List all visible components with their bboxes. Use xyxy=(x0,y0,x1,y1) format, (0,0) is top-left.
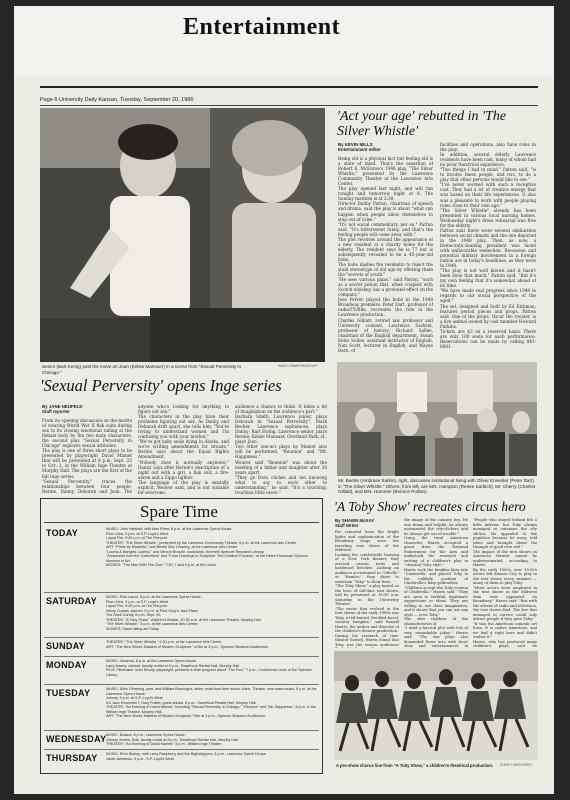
headline-toby-show: 'A Toby Show' recreates circus hero xyxy=(334,499,526,514)
day-listings-wednesday: MUSIC: Boland, 8 p.m., Lawrence Opera House. Johnny Jumes, flute, faculty recital at 8 p.m., Swarthout Recital Hall, Murphy Hall. THEATER: "An Evening of David Mamet," 8 p.m., William Inge Theatre. xyxy=(106,733,239,746)
day-divider xyxy=(44,656,319,657)
day-heading-wednesday: WEDNESDAY xyxy=(46,734,107,744)
day-listings-monday: MUSIC: Ulrianna, 8 p.m. at the Lawrence Opera House. Larry Maxey, clarinet, faculty recital at 8 p.m., Swarthout Recital Hall, Murphy Hall. FILM: Filmmaker John Moody, playwright, presents a slide program about "The Foci," 7 p.m., Conference room of the Spencer Library. xyxy=(106,659,312,677)
day-divider xyxy=(44,637,319,638)
photo-silver-whistle xyxy=(337,362,537,476)
day-listings-thursday: MUSIC: Elvin Bishop, with Larry Raspberry and the Highsteppers, 8 p.m., Lawrence Opera House. Janet Jamieson, 9 p.m., S.P. Loyd's West. xyxy=(106,752,267,761)
day-heading-saturday: SATURDAY xyxy=(46,596,97,606)
day-heading-today: TODAY xyxy=(46,528,79,538)
day-listings-tuesday: MUSIC: Allen Ginsberg, poet, and William Burroughs, writer, read from their works, Kans. Theatre, new wave music, 8 p.m. at the Lawrence Opera House. Johnny, 9 p.m. at S.P. Loyd's West. KU Jazz Ensemble I, Gary Foster, guest soloist, 8 p.m., Swarthout Recital Hall, Murphy Hall. THEATER: "An Evening of David Mamet," including "Sexual Perversity in Chicago," "Reunion" and "Mr. Happiness," 8 p.m. in the William Inge Theatre, Murphy Hall. ART: "The New World: Masters of Modern Sculpture," film at 3 p.m., Spencer Museum Auditorium. xyxy=(106,687,317,718)
day-divider xyxy=(44,592,319,593)
byline-sexual-perversity: By JANE NEUFELD Staff reporter xyxy=(42,404,83,415)
photo-caption-bottom: A pre-show chorus line from "A Toby Show," a children's theatrical production. xyxy=(336,763,494,768)
body-column: "People who stayed behind felt a little inferior, but Toby always managed to outsmart the city slicker. He appealed to the populace because he away, told jokes and brought about the triumph of good over evil." The impact of the tent shows on American theater cannot be underestimated, according to Harris. By the early 1900s, over 30,000 actors left Kansas City to play in the tent shows every summer — many of them to play Toby. "More actors were employed in the tent shows in the Midwest than ever appeared on Broadway," Harris said. "But with the advent of radio and television, the tent shows died. The few that managed to survive could only attract people if they gave Toby." "It was the American comedic art form. It is native American, and we had it right here and didn't realize it." Harris, who has produced many children's plays, said he xyxy=(473,518,537,648)
photo-silver-whistle-image xyxy=(337,362,537,476)
folio-rule xyxy=(40,105,538,106)
body-column: Far removed from the bright lights and sophistication of the Broadway stage were the traveling tent shows of the Midwest. Lacking the comfortable housing of a New York theater, they erected canvas tents and hardwood benches. Lacking an audience accustomed to "Othello" or "Hamlet," they chose to entertain "Toby" to their hero. "The Toby Show," a play based on the hero of old-time tent shows, will be presented at 10:30 a.m. Saturday in the University Theatre. "The rustic that evolved in the tent shows of the early 1900s was Toby, a red-haired, freckled-faced, country bumpkin," said Ronald Harris, the author and director of the children's theater production. During his research of tent-theater history, Harris found that Toby was the reason audiences xyxy=(335,530,399,647)
body-column: facilities and operations, also have roles in the play. In addition, several elderly Lawrence residents have been cast, many of whom had no prior theatrical experience. "Two things I had in mind," Patton said, "is to involve these people, and two, to do a play that other persons would like to see." "I've never worked with such a receptive cast. They had a lot of creative energy that was based on their life experiences. It also was a pleasure to work with people playing roles close to their own age." "The Silver Whistle" already has been presented in various local nursing homes. Wednesday night's dress rehearsal was free for the elderly. Patton said there were several similarities between social climate and the one depicted in the 1948 play. Then, as now, a Democratic-leaning president was faced with unfavorable reelection. Recession and potential military involvement in a foreign nation are in today's headlines, as they were in 1948. "The play is not well known and it hasn't been done that much," Patton said. "But it's my own feeling that it's somewhat ahead of its time. "We have made real progress since 1948 in regards to our social perspective of the aged." The set, designed and built by Ed Kirkman, features period pieces and props. Patton said. One of the props, Oscar the rooster, is a live animal owned by cast member Howard Parkins. Tickets are $3 on a reserved basis. There are only 100 seats for each performance. Reservations can be made by calling 843-8601. xyxy=(440,142,536,349)
photo-toby-show-image xyxy=(334,651,538,760)
day-heading-thursday: THURSDAY xyxy=(46,753,98,763)
body-column: From its opening discussion on the merits of wearing World War II flak suits during sex to its closing emotional railing at the female body by the two male characters, the second play "Sexual Perversity in Chicago" explores sexual attitudes. The play is one of three short plays to be presented by playwright David Mamet that will be presented at 8 p.m. Sept. 22 to Oct. 2, in the William Inge Theatre at Murphy Hall. The plays are the first of the fall Inge series. "Sexual Perversity," traces the relationships between four people, Bernie, Danny, Deborah and Joan. The xyxy=(42,418,132,494)
body-column: audience a chance to think. It takes a lot of imagination on the audience's part." Barbara Smith, Lawrence junior, plays Deborah in "Sexual Perversity"; Mark Becker, Lawrence sophomore, plays Danny; Bart Ewing, Lawrence senior, plays Bernie; Kelsie Mansuer, Overland Park, sr., plays Joan. Two other one-act plays by Mamet also will be performed, "Reunion" and "Mr. Happiness." Weaver said "Reunion" was about the meeting of a father and daughter after 20 years apart. "They go from clichés and not knowing what to say to each other to understanding," he said. "It's a touching, touching little piece." xyxy=(235,404,327,494)
day-divider xyxy=(44,684,319,685)
photo-caption-top: Senior (Bart Kenig) puts the move on Joan (Kelsie Mansuer) in a scene from "Sexual Perversity in Chicago." xyxy=(42,364,241,375)
header-rule xyxy=(40,86,538,88)
page-folio: Page 6 University Daily Kansan, Tuesday, September 20, 1986 xyxy=(40,97,194,103)
section-title: Entertainment xyxy=(183,14,341,40)
photo-credit-top: DAVID CRAWFORD/STAFF xyxy=(278,364,318,368)
day-heading-sunday: SUNDAY xyxy=(46,641,85,651)
photo-sexual-perversity-image xyxy=(40,108,325,362)
day-listings-today: MUSIC: John Hartford, with Alan Rhea, 8 p.m. at the Lawrence Opera House. Plum Jobs, 9 p.m. at S.P. Loyd's West. Liquid Fire, 9:45 p.m. at The Pierpont. THEATER: "The Silver Whistle," presented by the Lawrence Community Theatre, 8 p.m. at the Lawrence Arts Center. ART: "Prints by Students," and Bristol Zinc Drawing, at the Lawrence Arts Center. "Looms & Bangles: Lutrina," and Vernon Brozzle, sculptures, Kenneth Spencer Research Library. "Americana from the Collections" and "From Drawings to Sculpture: The Creative Process," at the Helen Foresman Spencer Museum of Art. MOVIES: "The Man With The Gun," 7:30, 7 and 9 p.m. at the Union. xyxy=(106,527,309,567)
day-divider xyxy=(44,749,319,750)
photo-caption-mid: Mr. Beebe (Ambrose Sarkin), right, discusses institutional living with Oliver Erwenter (Peter Dart) in "The Silver Whistle." Others, from left, are Mrs. Hampton (Renee Sarbich), Mr. Cherry (Charles Gilliatt), and Mrs. Hammer (Bernice Pollian). xyxy=(338,478,536,495)
body-column: anyone who's looking for anything to figure out sex." The characters in the play have their problems figuring out sex. As Danny and Deborah drift apart, she tells him, "You're trying to understand women and I'm confusing you with your mother." "We've got baby seals dying in Alaska, and we're writing amendments for broads," Bernie says about the Equal Rights Amendment. "Nobody does it normally anymore," Danny says after Bernie's description of a night out with a girl, a flak suit, a fire-alarm and a Zippo lighter. The language of the play is sexually explicit, Weaver said, and is not suitable for everyone. xyxy=(138,404,229,494)
headline-silver-whistle: 'Act your age' rebutted in 'The Silver Whistle' xyxy=(337,109,507,139)
body-column: the image of the country boy. He was funny and helpful, he always outsmarted the city-slickers and he always got out of trouble." Using the rural American character, Harris accepted a grant from the National Endowment for the Arts and undertook the research and writing of a children's play in "classical Toby style." Harris took the familiar fairy tale "Cinderella" and placed Toby in the unlikely position of Cinderella's fairy godmother. "Children accept the Toby version of Cinderella," Harris said. "They are open to truthful, legitimate suggestions or ideas. They are willing to use their imagination, and it shows that you can use any style — even Toby." The slow rhythms of the characteristics of "I used a farcical plot with lots of very remarkable jokes," Harris said. "The two plays also demanded three acts with short olios and entertainment in xyxy=(404,518,468,648)
photo-credit-bottom: CHRIS TUREK/STAFF xyxy=(500,763,533,767)
day-divider xyxy=(44,730,319,731)
body-column: Being old is a physical fact but feeling old is a state of mind. That's the assertion of Robert E. McEnroe's 1948 play, "The Silver Whistle," presented by the Lawrence Community Theatre at the Lawrence Arts Center. The play opened last night, and will run tonight and tomorrow night at 8. The Sunday matinee is at 2:30. Director Bobby Patton, chairman of speech and drama, said the play is about "what can happen when people allow themselves to step out of roles." "It's not social commentary, per se," Patton said. "It's bittersweet funny, and that's the feeling people will come away with." The plot revolves around the appearance of a new resident at a charity home for the elderly. The resident says he is 77 but is subsequently revealed to be a 45-year-old hobo. The hobo dashes the residents to reject the staid stereotype of old age by offering them the "secrets of youth." "He sees various plans," said Patton, "such as a secret potion that, when coupled with Scotch whiskey, has a profound effect on the company." Jose Ferrer played the hobo in the 1948 Broadway premiere. Peter Dart, professor of radio/TV/film, recreates the role in the Lawrence production. Charles Gilliatt, retired law professor and University counsel, Lawrence Sackrin, professor of history; Richard Sallee, chairman of the English department, Susan Kelso Sollee, assistant instructor of English, Nan Scott, lecturer in English, and Wayne Dern, of xyxy=(338,156,433,353)
day-listings-sunday: THEATER: "The Silver Whistle," 2:30 p.m. at the Lawrence Arts Center. ART: "The New World: Masters of Modern Sculpture," a film at 3 p.m., Spencer Museum Auditorium. xyxy=(106,640,269,649)
byline-toby-show: By SHAWN McKAY Staff Writer xyxy=(335,518,375,529)
spare-time-rule xyxy=(44,522,319,523)
photo-toby-show xyxy=(334,651,538,760)
day-heading-tuesday: TUESDAY xyxy=(46,688,91,698)
byline-silver-whistle: By KEVIN MILLS Entertainment editor xyxy=(338,142,381,153)
spare-time-title: Spare Time xyxy=(140,502,218,521)
day-listings-saturday: MUSIC: Rick Lance, 8 p.m. at the Lawrence Opera House. Plum Jobs, 9 p.m. at S.P. Loyd's West. Liquid Fire, 9:45 p.m. at The Pierpont. Henry Cuesta, clarinet, 8 p.m. at Paul Gray's Jazz Place. The Rock Candy, 8 p.m. Sept. 20. THEATER: "A Toby Show," children's theater, 10:30 a.m. at the Lawrence Theatre, Murphy Hall. "The Silver Whistle," 8 p.m. at the Lawrence Arts Center. MOVIES: Same listing as Friday. xyxy=(106,595,262,631)
day-heading-monday: MONDAY xyxy=(46,660,87,670)
photo-sexual-perversity xyxy=(40,108,325,362)
headline-sexual-perversity: 'Sexual Perversity' opens Inge series xyxy=(40,376,282,395)
